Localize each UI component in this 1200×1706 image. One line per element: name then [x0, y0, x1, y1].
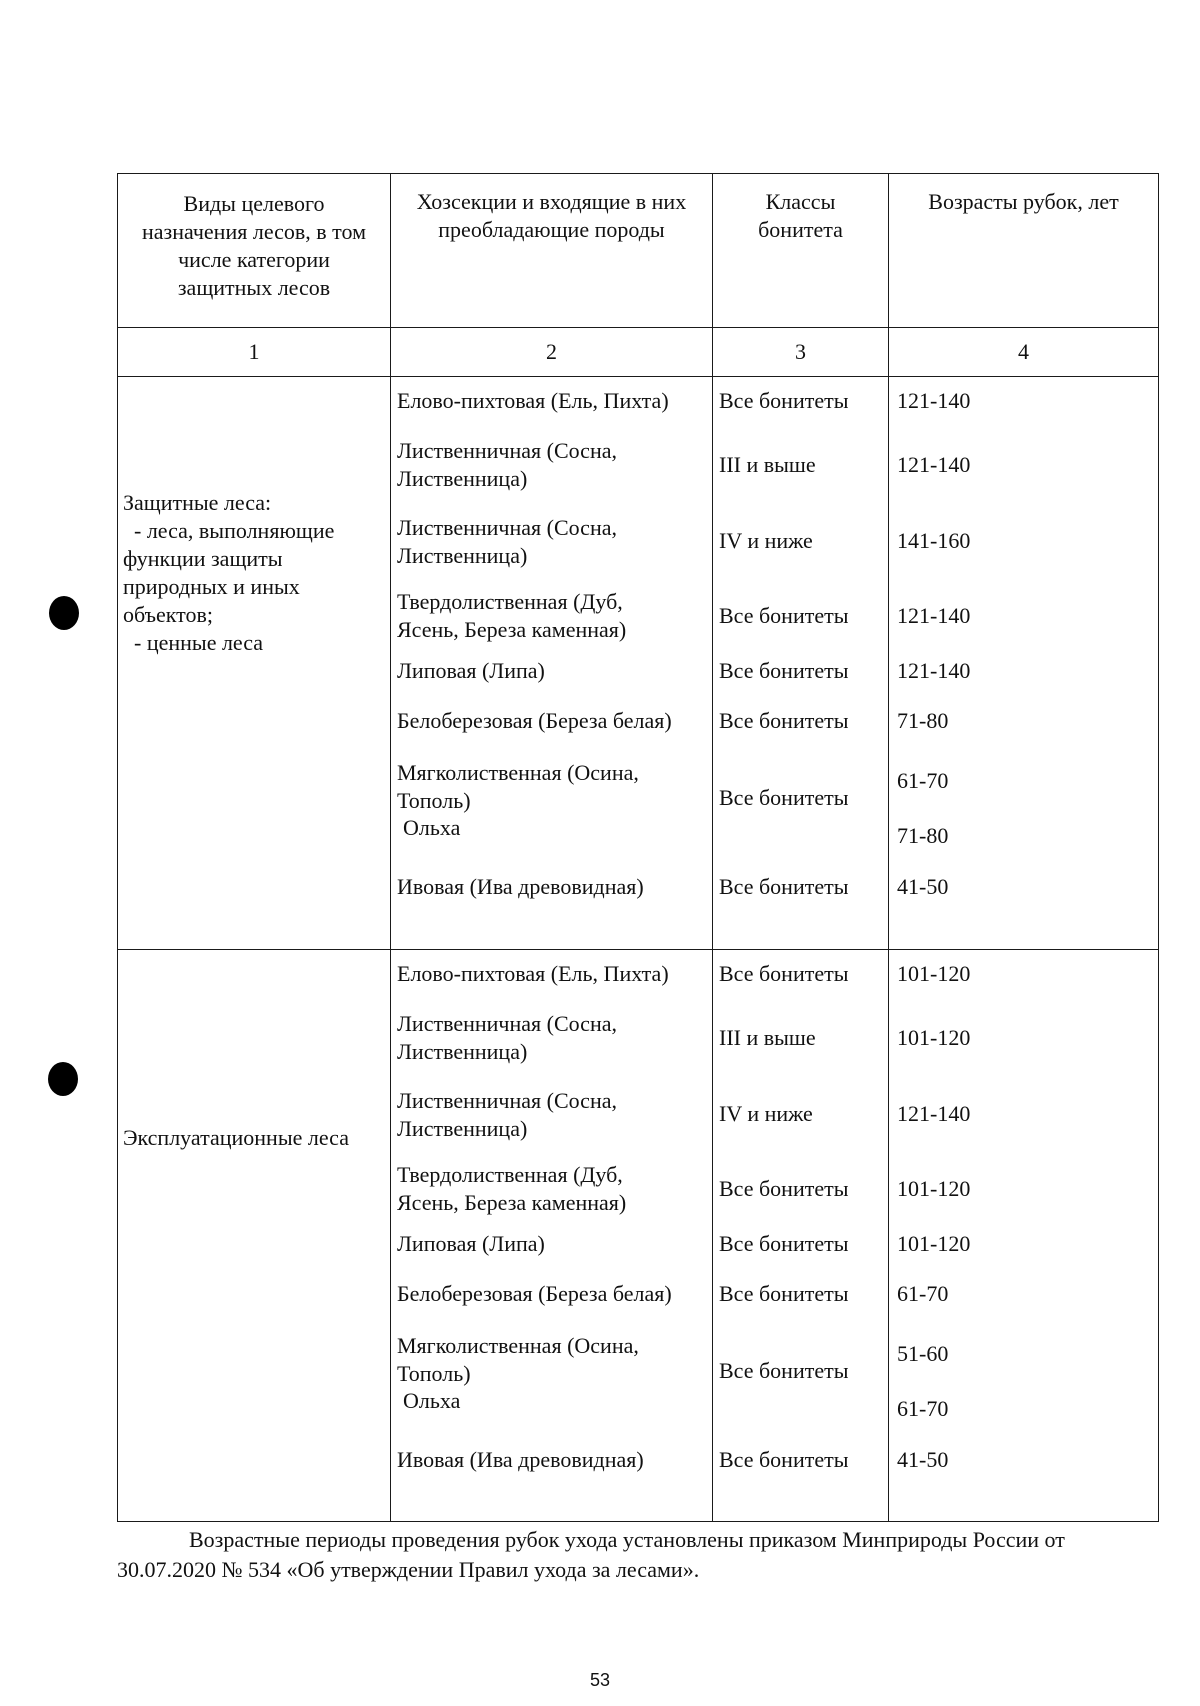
- species-section-line: Ясень, Береза каменная): [397, 617, 627, 642]
- species-section-line: Елово-пихтовая (Ель, Пихта): [397, 961, 669, 986]
- forest-category-line: объектов;: [123, 602, 214, 627]
- group-exploitation-forests: [118, 950, 1159, 1522]
- site-class: Все бонитеты: [719, 1447, 849, 1472]
- species-section-line: Ивовая (Ива древовидная): [397, 874, 644, 899]
- species-section-line: Лиственница): [397, 466, 528, 491]
- species-section: [397, 1010, 708, 1066]
- species-section: [397, 1280, 708, 1308]
- footer-note: Возрастные периоды проведения рубок ухода установлены приказом Минприроды России от 30.07.2020 № 534 «Об утверждении Правил ухода за лесами».: [117, 1527, 1065, 1582]
- category-cell: [118, 377, 391, 950]
- site-class: Все бонитеты: [719, 1231, 849, 1256]
- cutting-age-table: [117, 173, 1159, 1522]
- species-section: [397, 437, 708, 493]
- table-header-row: [118, 174, 1159, 328]
- species-section-line: Лиственничная (Сосна,: [397, 438, 617, 463]
- cutting-age: 71-80: [897, 708, 949, 733]
- species-section: [397, 707, 708, 735]
- site-class: Все бонитеты: [719, 961, 849, 986]
- page-number: 53: [589, 1670, 611, 1690]
- header-line: защитных лесов: [177, 275, 331, 300]
- species-section-line: Тополь): [397, 788, 471, 813]
- site-class: Все бонитеты: [719, 874, 849, 899]
- forest-category-line: - ценные леса: [123, 630, 264, 655]
- cutting-age: 121-140: [897, 388, 971, 413]
- punch-hole-bottom: [48, 1062, 78, 1096]
- species-section: [397, 1446, 708, 1474]
- site-class: Все бонитеты: [719, 388, 849, 413]
- species-section-line: Мягколиственная (Осина,: [397, 1333, 639, 1358]
- species-section-line: Лиственница): [397, 1039, 528, 1064]
- header-line: Возрасты рубок, лет: [928, 189, 1119, 214]
- column-number: 3: [713, 328, 889, 377]
- forest-category: [123, 1124, 386, 1152]
- species-section: [397, 1332, 708, 1388]
- cutting-age: 121-140: [897, 603, 971, 628]
- column-number: 2: [391, 328, 713, 377]
- punch-hole-top: [49, 596, 79, 630]
- cutting-age: 101-120: [897, 1176, 971, 1201]
- forest-category-line: - леса, выполняющие: [123, 518, 335, 543]
- header-line: Виды целевого: [183, 191, 325, 216]
- cutting-age: 101-120: [897, 1231, 971, 1256]
- site-class: Все бонитеты: [719, 603, 849, 628]
- cutting-age: 101-120: [897, 1025, 971, 1050]
- species-section-line: Липовая (Липа): [397, 658, 545, 683]
- species-section-line: Ольха: [403, 815, 461, 840]
- species-section: [397, 1230, 708, 1258]
- cutting-age: 41-50: [897, 1447, 949, 1472]
- species-section-line: Ивовая (Ива древовидная): [397, 1447, 644, 1472]
- species-section: [397, 387, 708, 415]
- site-class: IV и ниже: [719, 528, 813, 553]
- cutting-age: 51-60: [897, 1341, 949, 1366]
- class-cell: [713, 950, 889, 1522]
- site-class: Все бонитеты: [719, 1176, 849, 1201]
- species-section: [397, 657, 708, 685]
- header-line: бонитета: [758, 217, 843, 242]
- species-section-line: Тополь): [397, 1361, 471, 1386]
- species-section-line: Мягколиственная (Осина,: [397, 760, 639, 785]
- age-cell: [889, 377, 1159, 950]
- column-number: 4: [889, 328, 1159, 377]
- species-section: [397, 873, 708, 901]
- group-protective-forests: [118, 377, 1159, 950]
- cutting-age: 121-140: [897, 452, 971, 477]
- species-section-line: Елово-пихтовая (Ель, Пихта): [397, 388, 669, 413]
- forest-category-line: функции защиты: [123, 546, 283, 571]
- site-class: Все бонитеты: [719, 785, 849, 810]
- site-class: Все бонитеты: [719, 708, 849, 733]
- cutting-age: 61-70: [897, 1396, 949, 1421]
- species-section: [397, 759, 708, 815]
- forest-category-line: Защитные леса:: [123, 490, 272, 515]
- species-section-line: Твердолиственная (Дуб,: [397, 589, 623, 614]
- species-section-line: Лиственница): [397, 1116, 528, 1141]
- column-number-row: [118, 328, 1159, 377]
- forest-category-line: природных и иных: [123, 574, 300, 599]
- species-section-line: Лиственница): [397, 543, 528, 568]
- species-section: [397, 960, 708, 988]
- site-class: IV и ниже: [719, 1101, 813, 1126]
- forest-category: [123, 489, 386, 657]
- class-cell: [713, 377, 889, 950]
- site-class: III и выше: [719, 1025, 816, 1050]
- age-cell: [889, 950, 1159, 1522]
- header-line: числе категории: [178, 247, 330, 272]
- site-class: Все бонитеты: [719, 1358, 849, 1383]
- species-section: [397, 1161, 708, 1217]
- species-section: [403, 1387, 708, 1415]
- site-class: Все бонитеты: [719, 1281, 849, 1306]
- site-class: Все бонитеты: [719, 658, 849, 683]
- species-section: [397, 514, 708, 570]
- species-section-line: Белоберезовая (Береза белая): [397, 1281, 672, 1306]
- species-section-line: Твердолиственная (Дуб,: [397, 1162, 623, 1187]
- species-section-line: Лиственничная (Сосна,: [397, 1011, 617, 1036]
- species-section-line: Ольха: [403, 1388, 461, 1413]
- cutting-age: 41-50: [897, 874, 949, 899]
- header-line: Хозсекции и входящие в них: [416, 189, 687, 214]
- cutting-age: 141-160: [897, 528, 971, 553]
- header-sections: [391, 174, 713, 328]
- cutting-age: 121-140: [897, 1101, 971, 1126]
- species-section: [397, 588, 708, 644]
- header-age: [889, 174, 1159, 328]
- forest-category-line: Эксплуатационные леса: [123, 1125, 349, 1150]
- column-number: 1: [118, 328, 391, 377]
- species-section-line: Ясень, Береза каменная): [397, 1190, 627, 1215]
- header-line: Классы: [765, 189, 836, 214]
- category-cell: [118, 950, 391, 1522]
- header-purpose: [118, 174, 391, 328]
- header-class: [713, 174, 889, 328]
- species-section-line: Липовая (Липа): [397, 1231, 545, 1256]
- cutting-age: 61-70: [897, 1281, 949, 1306]
- species-section: [397, 1087, 708, 1143]
- cutting-age: 71-80: [897, 823, 949, 848]
- cutting-age: 121-140: [897, 658, 971, 683]
- site-class: III и выше: [719, 452, 816, 477]
- species-section-line: Лиственничная (Сосна,: [397, 515, 617, 540]
- section-cell: [391, 950, 713, 1522]
- cutting-age: 61-70: [897, 768, 949, 793]
- species-section-line: Белоберезовая (Береза белая): [397, 708, 672, 733]
- header-line: назначения лесов, в том: [141, 219, 367, 244]
- species-section-line: Лиственничная (Сосна,: [397, 1088, 617, 1113]
- section-cell: [391, 377, 713, 950]
- header-line: преобладающие породы: [438, 217, 665, 242]
- species-section: [403, 814, 708, 842]
- cutting-age: 101-120: [897, 961, 971, 986]
